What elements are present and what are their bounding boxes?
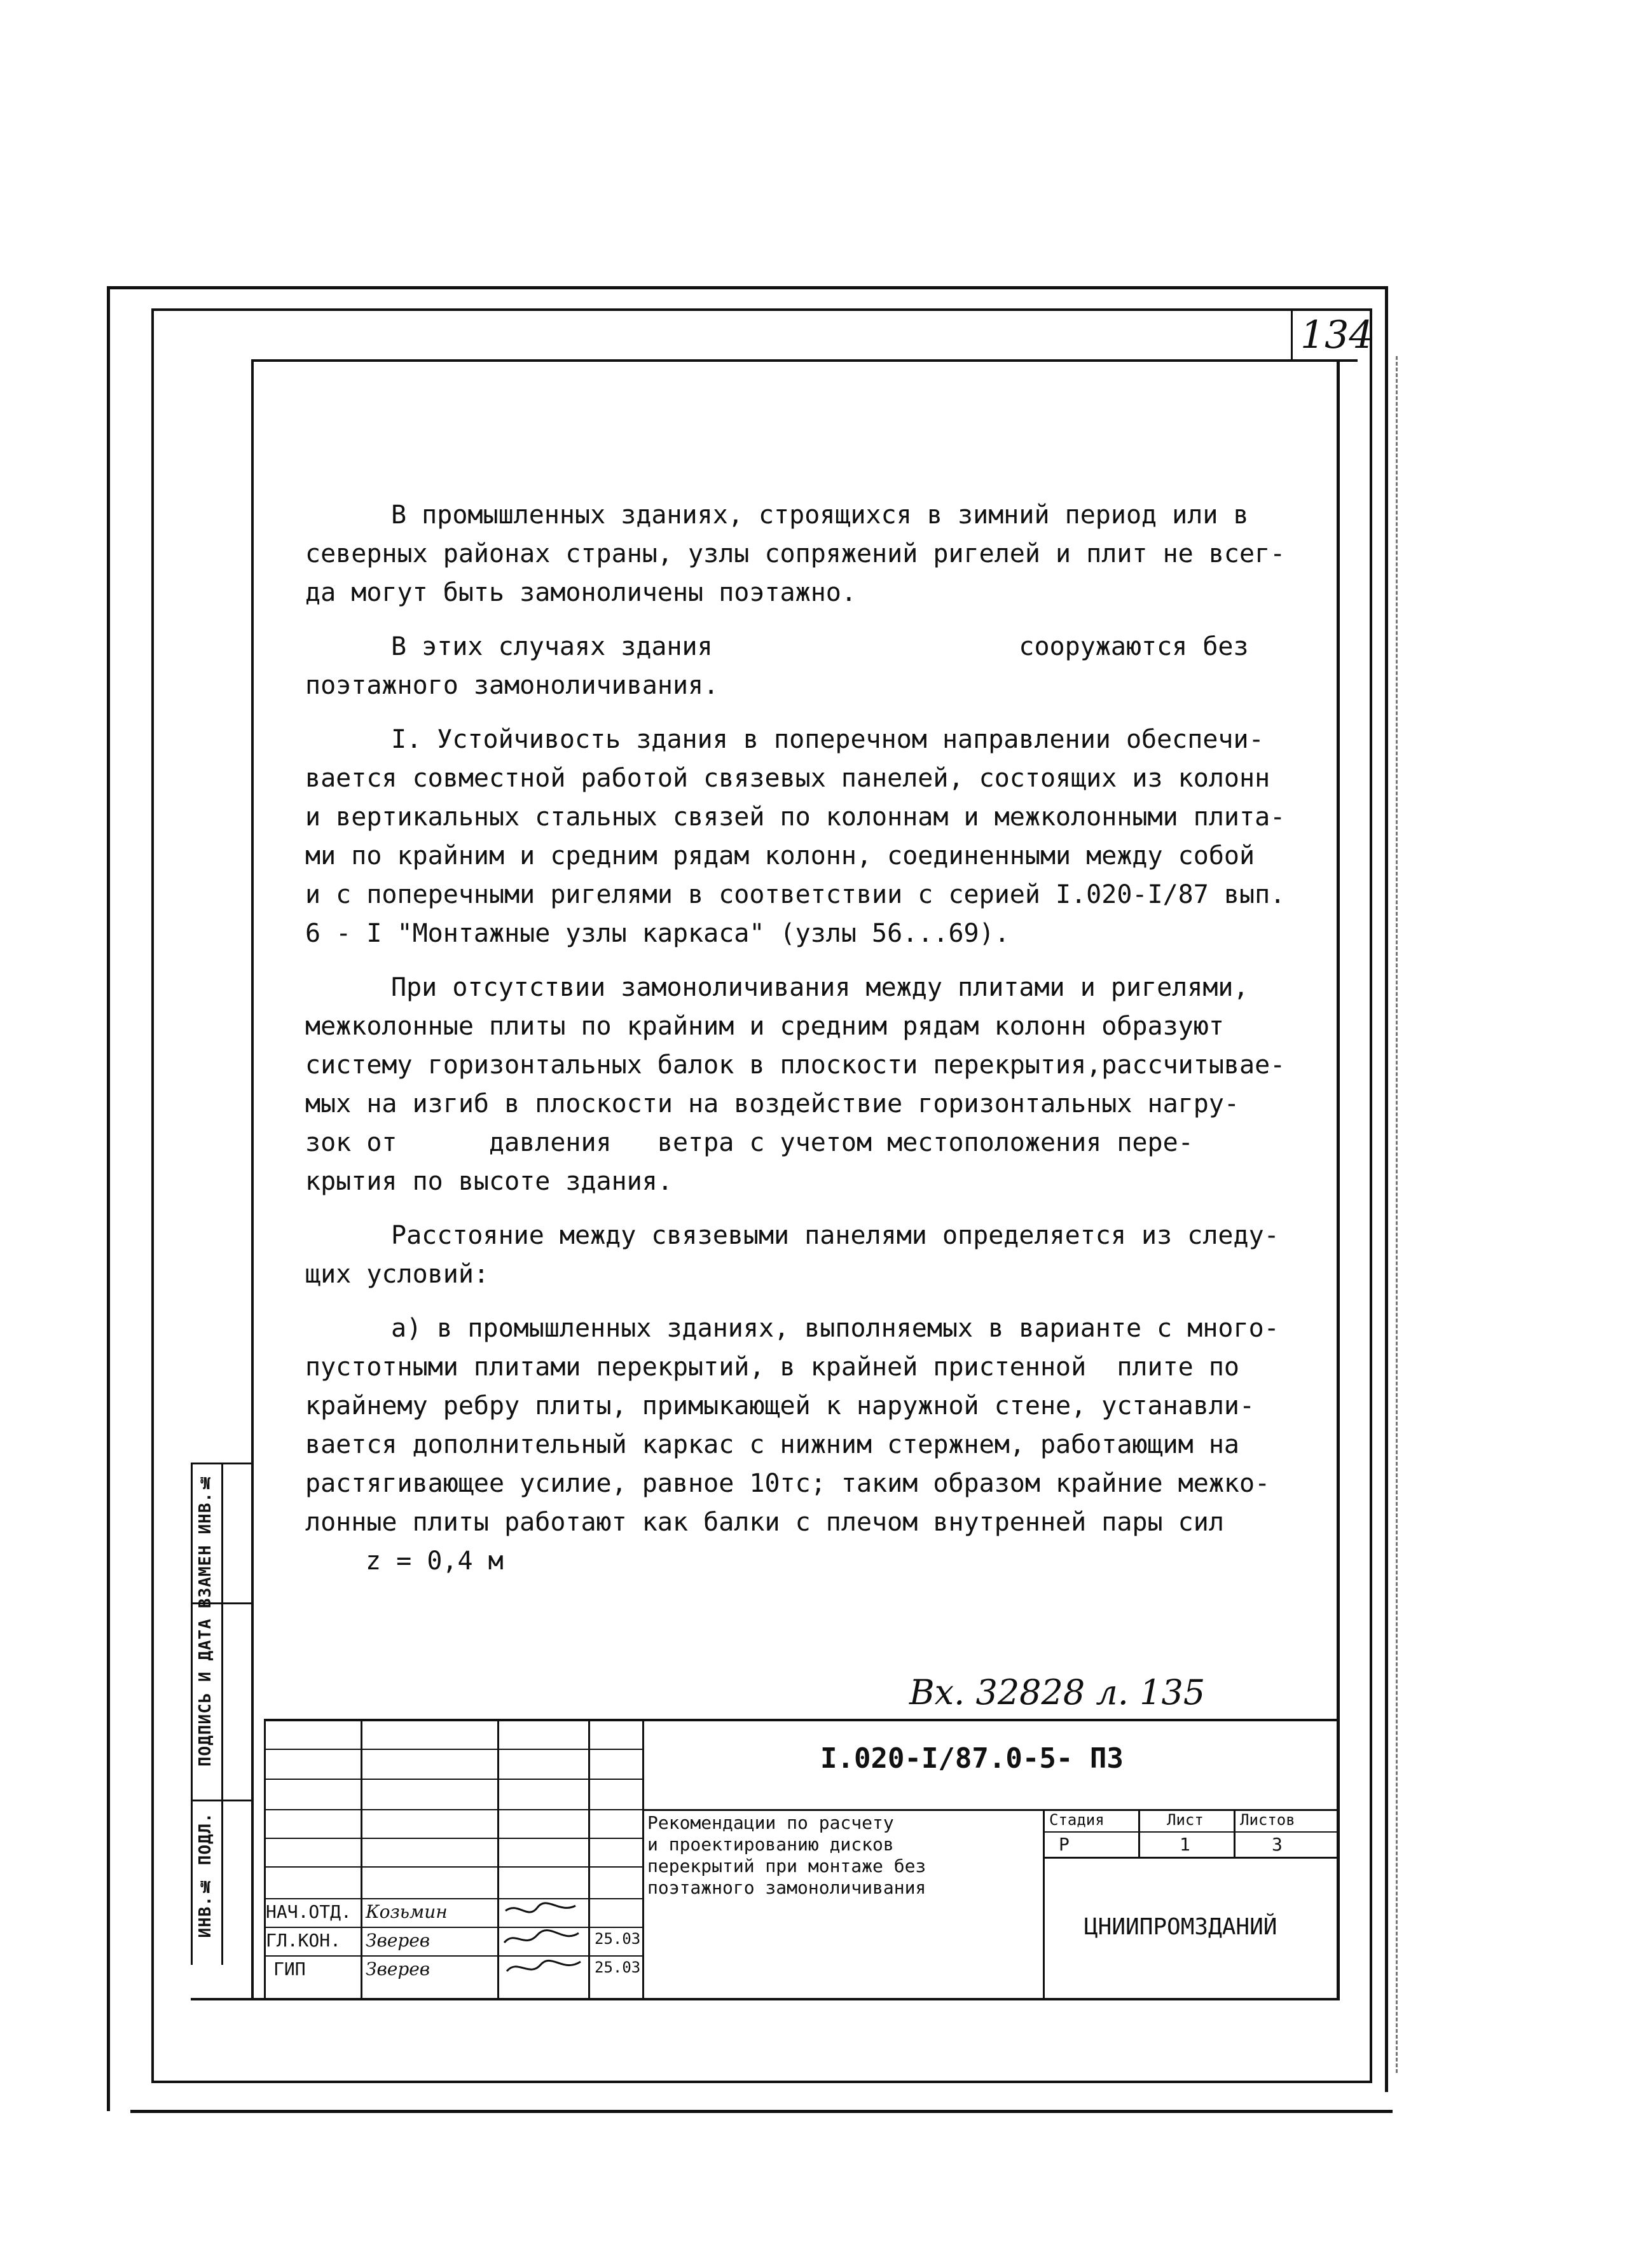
inner-frame-top xyxy=(151,308,1372,311)
body-text xyxy=(305,496,1297,1581)
paragraph-3-line-2: вается совместной работой связевых панелей, состоящих из колонн xyxy=(305,764,1270,793)
paragraph-6-line-4: вается дополнительный каркас с нижним стержнем, работающим на xyxy=(305,1430,1240,1459)
content-frame-left xyxy=(251,359,254,2000)
paragraph-6-line-6: лонные плиты работают как балки с плечом внутренней пары сил xyxy=(305,1508,1224,1537)
signer-role-3: ГИП xyxy=(273,1958,306,1979)
side-stamp-top xyxy=(191,1463,252,1464)
paragraph-3-line-4: ми по крайним и средним рядам колонн, соединенными между собой xyxy=(305,841,1255,871)
paragraph-6-line-3: крайнему ребру плиты, примыкающей к наружной стене, устанавли- xyxy=(305,1391,1255,1421)
inner-frame-left xyxy=(151,308,154,2082)
paragraph-6-line-5: растягивающее усилие, равное 10тс; таким образом крайние межко- xyxy=(305,1469,1270,1498)
side-label-inv-podl: ИНВ.№ ПОДЛ. xyxy=(196,1812,215,1938)
paragraph-6-line-1: а) в промышленных зданиях, выполняемых в варианте с много- xyxy=(391,1314,1279,1343)
right-edge-marks xyxy=(1396,356,1400,2073)
paragraph-2-line-2: поэтажного замоноличивания. xyxy=(305,671,719,700)
title-block-left-v4 xyxy=(588,1719,590,1999)
signer-name-2: Зверев xyxy=(366,1930,430,1951)
description-line-3: перекрытий при монтаже без xyxy=(647,1855,926,1876)
paragraph-4-line-1: При отсутствии замоноличивания между плитами и ригелями, xyxy=(391,973,1249,1002)
paragraph-2-line-1: В этих случаях здания сооружаются без xyxy=(391,632,1249,661)
grid-row-1 xyxy=(264,1749,642,1750)
content-frame-right xyxy=(1337,359,1340,2000)
sheets-label: Листов xyxy=(1240,1811,1295,1829)
sheets-value: 3 xyxy=(1272,1834,1283,1855)
title-block-stage-sep-h xyxy=(1043,1857,1340,1859)
side-stamp-right-border xyxy=(221,1463,223,1965)
description-line-4: поэтажного замоноличивания xyxy=(647,1877,926,1898)
description-line-2: и проектированию дисков xyxy=(647,1834,894,1855)
grid-row-4 xyxy=(264,1838,642,1839)
signatures-svg xyxy=(499,1898,588,1987)
grid-row-5 xyxy=(264,1866,642,1868)
paragraph-3-line-3: и вертикальных стальных связей по колоннам и межколонными плита- xyxy=(305,802,1286,832)
page-num-box-left xyxy=(1291,310,1293,361)
outer-frame-bottom xyxy=(130,2110,1393,2113)
title-block-stage-v1 xyxy=(1138,1809,1140,1857)
paragraph-1-line-3: да могут быть замоноличены поэтажно. xyxy=(305,578,857,607)
paragraph-3-line-6: 6 - I "Монтажные узлы каркаса" (узлы 56...69). xyxy=(305,919,1010,948)
signer-date-2: 25.03 xyxy=(595,1930,641,1948)
signer-role-2: ГЛ.КОН. xyxy=(266,1930,341,1951)
title-block-desc-right xyxy=(1043,1809,1045,2000)
sheet-value: 1 xyxy=(1180,1834,1190,1855)
description-line-1: Рекомендации по расчету xyxy=(647,1812,894,1833)
paragraph-1-line-1: В промышленных зданиях, строящихся в зимний период или в xyxy=(391,500,1249,530)
signer-role-1: НАЧ.ОТД. xyxy=(266,1901,352,1922)
content-frame-bottom xyxy=(191,1998,1340,2000)
doc-description xyxy=(647,1812,926,1899)
page-number: 134 xyxy=(1300,313,1373,357)
handwritten-reference: Вх. 32828 л. 135 xyxy=(909,1672,1206,1712)
paragraph-6-line-2: пустотными плитами перекрытий, в крайней пристенной плите по xyxy=(305,1353,1240,1382)
paragraph-5-line-2: щих условий: xyxy=(305,1260,489,1289)
paragraph-4-line-4: мых на изгиб в плоскости на воздействие горизонтальных нагру- xyxy=(305,1089,1240,1119)
signer-date-3: 25.03 xyxy=(595,1958,641,1976)
grid-row-3 xyxy=(264,1809,642,1810)
signer-name-1: Козьмин xyxy=(366,1901,448,1922)
outer-frame-left xyxy=(107,286,110,2111)
paragraph-4-line-6: крытия по высоте здания. xyxy=(305,1167,673,1196)
inner-frame-right xyxy=(1370,308,1372,2082)
outer-frame-top xyxy=(107,286,1388,289)
doc-code: I.020-I/87.0-5- ПЗ xyxy=(820,1742,1124,1775)
sheet-label: Лист xyxy=(1167,1811,1204,1829)
paragraph-4-line-2: межколонные плиты по крайним и средним рядам колонн образуют xyxy=(305,1012,1224,1041)
signature-2 xyxy=(504,1931,579,1943)
outer-frame-right xyxy=(1385,286,1388,2092)
title-block-left-v5 xyxy=(642,1719,644,1999)
stage-label: Стадия xyxy=(1049,1811,1105,1829)
side-label-vzamen: ВЗАМЕН ИНВ.№ xyxy=(196,1472,215,1609)
paragraph-4-line-3: систему горизонтальных балок в плоскости перекрытия,рассчитывае- xyxy=(305,1050,1286,1080)
grid-row-2 xyxy=(264,1779,642,1780)
paragraph-3-line-1: I. Устойчивость здания в поперечном направлении обеспечи- xyxy=(391,725,1264,754)
paragraph-4-line-5: зок от давления ветра с учетом местоположения пере- xyxy=(305,1128,1194,1157)
paragraph-1-line-2: северных районах страны, узлы сопряжений ригелей и плит не всег- xyxy=(305,539,1286,568)
organization-name: ЦНИИПРОМЗДАНИЙ xyxy=(1084,1914,1277,1940)
signer-name-3: Зверев xyxy=(366,1958,430,1979)
signature-1 xyxy=(506,1903,575,1912)
signature-3 xyxy=(507,1960,581,1971)
title-block-stage-v2 xyxy=(1234,1809,1236,1857)
content-frame-top xyxy=(251,359,1358,362)
side-stamp-left-border xyxy=(191,1463,193,1965)
title-block-stage-h xyxy=(1043,1831,1340,1833)
formula-z: z = 0,4 м xyxy=(366,1546,504,1576)
paragraph-5-line-1: Расстояние между связевыми панелями определяется из следу- xyxy=(391,1221,1279,1250)
title-block-left-v2 xyxy=(361,1719,362,1999)
side-stamp-sep-2 xyxy=(191,1800,252,1801)
title-block-top xyxy=(264,1719,1340,1721)
stage-value: Р xyxy=(1059,1834,1070,1855)
side-label-podpis: ПОДПИСЬ И ДАТА xyxy=(196,1618,215,1767)
title-block-left-v1 xyxy=(264,1719,266,1999)
inner-frame-bottom xyxy=(151,2081,1372,2083)
paragraph-3-line-5: и с поперечными ригелями в соответствии с серией I.020-I/87 вып. xyxy=(305,880,1286,909)
